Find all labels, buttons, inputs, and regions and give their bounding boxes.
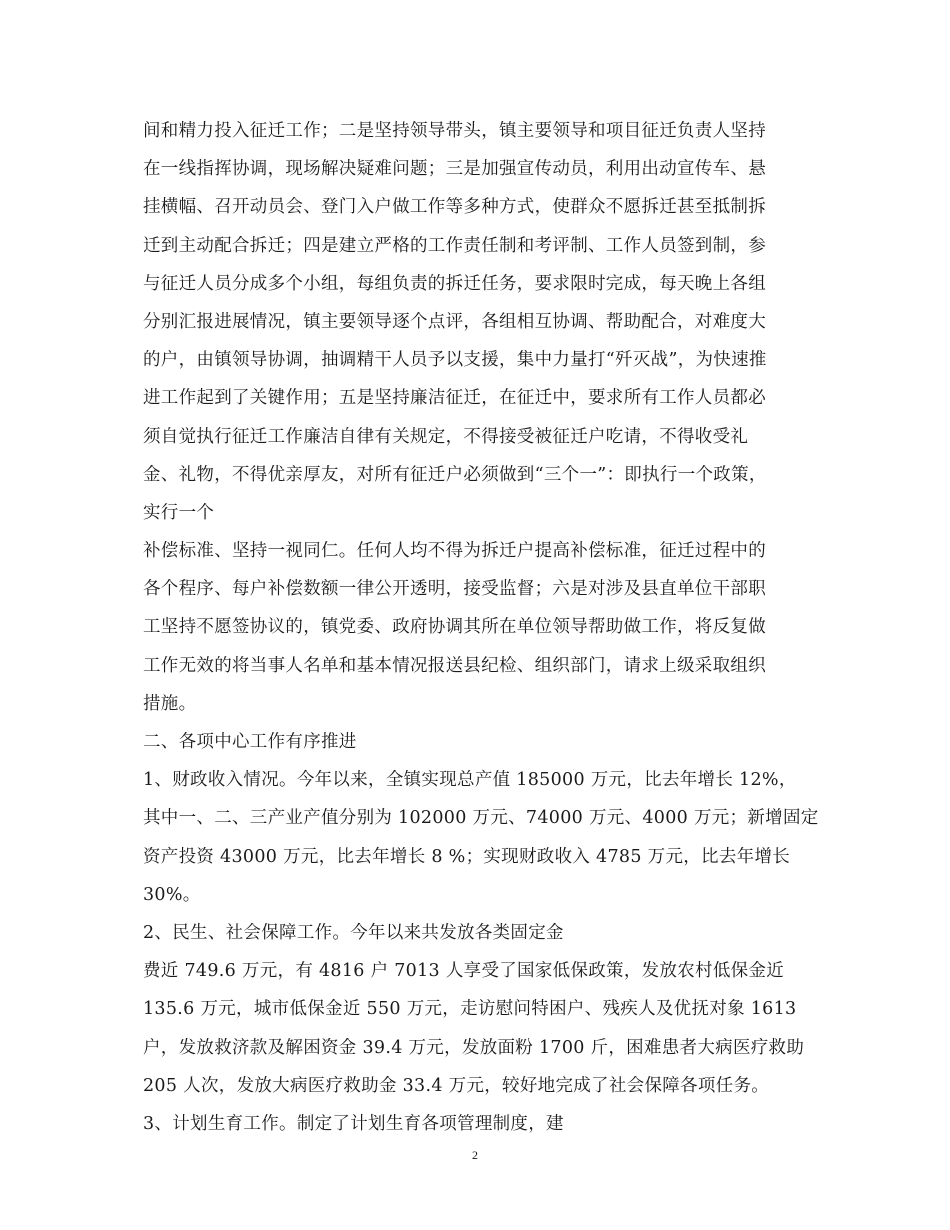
text-line: 与征迁人员分成多个小组，每组负责的拆迁任务，要求限时完成，每天晚上各组 <box>143 273 766 294</box>
text-line: 户，发放救济款及解困资金 39.4 万元，发放面粉 1700 斤，困难患者大病医疗救助 <box>143 1037 805 1058</box>
page-number: 2 <box>472 1148 478 1162</box>
text-line: 2、民生、社会保障工作。今年以来共发放各类固定金 <box>143 922 564 943</box>
section-heading: 二、各项中心工作有序推进 <box>143 732 357 752</box>
text-line: 205 人次，发放大病医疗救助金 33.4 万元，较好地完成了社会保障各项任务。 <box>143 1075 770 1096</box>
text-line: 挂横幅、召开动员会、登门入户做工作等多种方式，使群众不愿拆迁甚至抵制拆 <box>143 197 766 218</box>
text-line: 分别汇报进展情况，镇主要领导逐个点评，各组相互协调、帮助配合，对难度大 <box>143 311 766 332</box>
text-line: 补偿标准、坚持一视同仁。任何人均不得为拆迁户提高补偿标准，征迁过程中的 <box>143 541 766 562</box>
text-line: 资产投资 43000 万元，比去年增长 8 %；实现财政收入 4785 万元，比去年增长 <box>143 846 791 867</box>
text-line: 30%。 <box>143 884 201 905</box>
text-line: 在一线指挥协调，现场解决疑难问题；三是加强宣传动员，利用出动宣传车、悬 <box>143 159 766 180</box>
text-line: 进工作起到了关键作用；五是坚持廉洁征迁，在征迁中，要求所有工作人员都必 <box>143 388 766 409</box>
text-line: 工坚持不愿签协议的，镇党委、政府协调其所在单位领导帮助做工作，将反复做 <box>143 617 766 638</box>
body-text <box>143 112 823 1143</box>
text-line: 工作无效的将当事人名单和基本情况报送县纪检、组织部门，请求上级采取组织 <box>143 655 766 676</box>
text-line: 各个程序、每户补偿数额一律公开透明，接受监督；六是对涉及县直单位干部职 <box>143 579 766 600</box>
text-line: 1、财政收入情况。今年以来，全镇实现总产值 185000 万元，比去年增长 12%， <box>143 770 797 791</box>
text-line: 135.6 万元，城市低保金近 550 万元，走访慰问特困户、残疾人及优抚对象 1613 <box>143 999 797 1020</box>
text-line: 其中一、二、三产业产值分别为 102000 万元、74000 万元、4000 万元；新增固定 <box>143 808 819 829</box>
text-line: 须自觉执行征迁工作廉洁自律有关规定，不得接受被征迁户吃请，不得收受礼 <box>143 426 749 447</box>
text-line: 措施。 <box>143 693 197 714</box>
text-line: 间和精力投入征迁工作；二是坚持领导带头，镇主要领导和项目征迁负责人坚持 <box>143 121 766 141</box>
text-line: 迁到主动配合拆迁；四是建立严格的工作责任制和考评制、工作人员签到制，参 <box>143 235 766 256</box>
text-line: 费近 749.6 万元，有 4816 户 7013 人享受了国家低保政策，发放农村低保金近 <box>143 961 785 982</box>
text-line: 实行一个 <box>143 502 215 523</box>
text-line: 的户，由镇领导协调，抽调精干人员予以支援，集中力量打“歼灭战”，为快速推 <box>143 350 767 371</box>
text-line: 金、礼物，不得优亲厚友，对所有征迁户必须做到“三个一”：即执行一个政策， <box>143 464 767 485</box>
text-line: 3、计划生育工作。制定了计划生育各项管理制度，建 <box>143 1113 564 1134</box>
